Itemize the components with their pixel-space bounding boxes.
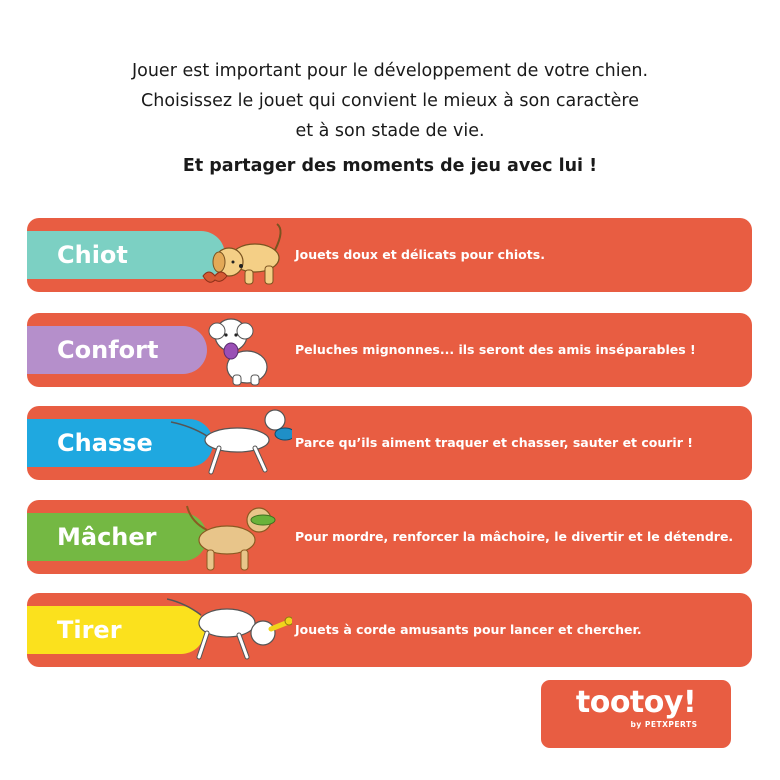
category-band-confort <box>27 313 752 387</box>
tootoy-logo <box>541 680 731 748</box>
intro-line-2: Choisissez le jouet qui convient le mieux à son caractère <box>141 91 639 111</box>
logo-name: tootoy! <box>575 685 697 720</box>
category-label-confort: Confort <box>27 326 207 374</box>
intro-text <box>0 56 780 146</box>
intro-line-1: Jouer est important pour le développement de votre chien. <box>131 61 649 81</box>
category-description-macher: Pour mordre, renforcer la mâchoire, le divertir et le détendre. <box>295 529 734 544</box>
category-description-tirer: Jouets à corde amusants pour lancer et chercher. <box>295 622 642 637</box>
logo-byline: by PETXPERTS <box>630 720 698 729</box>
category-band-tirer <box>27 593 752 667</box>
poodle-icon <box>167 313 292 387</box>
category-label-tirer: Tirer <box>27 606 205 654</box>
category-label-macher: Mâcher <box>27 513 207 561</box>
chewing-dog-icon <box>167 500 292 574</box>
puppy-icon <box>167 218 292 292</box>
category-band-chiot <box>27 218 752 292</box>
category-band-macher <box>27 500 752 574</box>
tagline: Et partager des moments de jeu avec lui ! <box>182 156 598 176</box>
category-description-chiot: Jouets doux et délicats pour chiots. <box>295 247 545 262</box>
running-dog-icon <box>167 406 292 480</box>
intro-line-3: et à son stade de vie. <box>295 121 485 141</box>
category-label-chasse: Chasse <box>27 419 213 467</box>
category-description-confort: Peluches mignonnes... ils seront des amis inséparables ! <box>295 342 696 357</box>
category-label-chiot: Chiot <box>27 231 225 279</box>
category-band-chasse <box>27 406 752 480</box>
category-description-chasse: Parce qu’ils aiment traquer et chasser, sauter et courir ! <box>295 435 693 450</box>
tugging-dog-icon <box>167 593 292 667</box>
